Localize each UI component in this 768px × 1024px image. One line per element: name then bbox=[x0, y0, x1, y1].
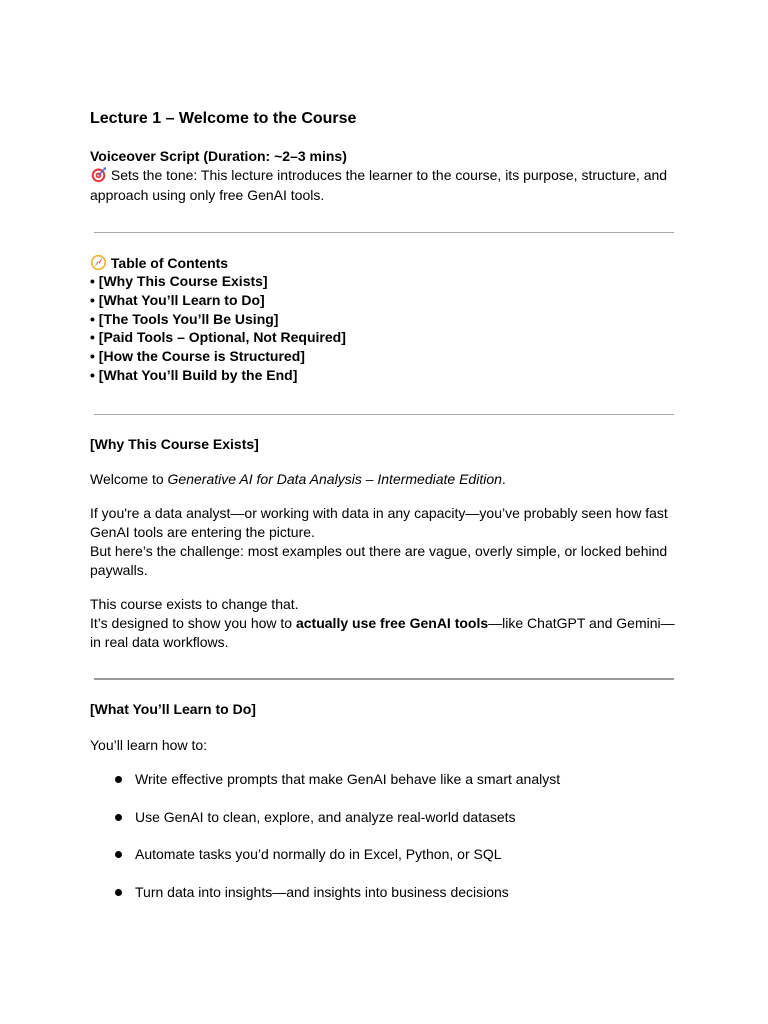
divider bbox=[94, 232, 674, 233]
toc-item-tools[interactable]: • [The Tools You’ll Be Using] bbox=[90, 310, 279, 327]
lecture-title: Lecture 1 – Welcome to the Course bbox=[90, 110, 357, 127]
challenge-line-2: But here’s the challenge: most examples out there are vague, overly simple, or locked behind paywalls. bbox=[90, 543, 668, 578]
bullet-icon bbox=[115, 814, 122, 821]
toc-list bbox=[90, 272, 346, 385]
challenge-line-1: If you're a data analyst—or working with data in any capacity—you’ve probably seen how fast GenAI tools are entering the picture. bbox=[90, 505, 668, 540]
toc-item-why[interactable]: • [Why This Course Exists] bbox=[90, 273, 268, 289]
section-heading-learn: [What You’ll Learn to Do] bbox=[90, 701, 256, 717]
learn-intro: You’ll learn how to: bbox=[90, 737, 208, 753]
purpose-line-2-suffix: —like ChatGPT and Gemini—in real data workflows. bbox=[90, 615, 675, 650]
toc-item-build[interactable]: • [What You’ll Build by the End] bbox=[90, 366, 298, 383]
voiceover-description bbox=[90, 166, 675, 205]
purpose-highlight: actually use free GenAI tools bbox=[295, 615, 489, 631]
course-name: Generative AI for Data Analysis – Intermediate Edition bbox=[167, 471, 502, 487]
list-item bbox=[90, 770, 560, 808]
voiceover-text: Sets the tone: This lecture introduces the learner to the course, its purpose, structure, and approach using only free GenAI tools. bbox=[90, 167, 668, 203]
purpose-paragraph bbox=[90, 595, 675, 652]
toc-item-paid-tools[interactable]: • [Paid Tools – Optional, Not Required] bbox=[90, 329, 346, 346]
list-item-text: Write effective prompts that make GenAI behave like a smart analyst bbox=[135, 771, 561, 787]
toc-item-structure[interactable]: • [How the Course is Structured] bbox=[90, 348, 305, 365]
list-item-text: Automate tasks you’d normally do in Excel, Python, or SQL bbox=[135, 846, 502, 863]
target-icon bbox=[90, 166, 107, 183]
list-item-text: Use GenAI to clean, explore, and analyze real-world datasets bbox=[135, 808, 516, 825]
compass-icon bbox=[90, 254, 107, 271]
welcome-prefix: Welcome to bbox=[90, 471, 168, 487]
bullet-icon bbox=[115, 889, 122, 896]
welcome-suffix: . bbox=[501, 471, 506, 487]
toc-heading-text: Table of Contents bbox=[110, 255, 229, 271]
welcome-paragraph bbox=[90, 470, 675, 489]
bullet-icon bbox=[115, 776, 122, 783]
purpose-line-1: This course exists to change that. bbox=[90, 596, 299, 612]
bullet-icon bbox=[115, 851, 122, 858]
list-item bbox=[90, 808, 560, 846]
list-item bbox=[90, 845, 560, 883]
divider bbox=[94, 678, 674, 680]
list-item bbox=[90, 883, 560, 921]
challenge-paragraph bbox=[90, 504, 675, 580]
toc-heading bbox=[90, 254, 228, 271]
divider bbox=[94, 414, 674, 415]
learn-bullet-list bbox=[90, 770, 560, 920]
list-item-text: Turn data into insights—and insights into business decisions bbox=[135, 883, 509, 900]
toc-item-learn[interactable]: • [What You’ll Learn to Do] bbox=[90, 291, 265, 308]
voiceover-label: Voiceover Script (Duration: ~2–3 mins) bbox=[90, 148, 347, 164]
section-heading-why: [Why This Course Exists] bbox=[90, 436, 259, 452]
purpose-line-2-prefix: It’s designed to show you how to bbox=[90, 615, 296, 631]
